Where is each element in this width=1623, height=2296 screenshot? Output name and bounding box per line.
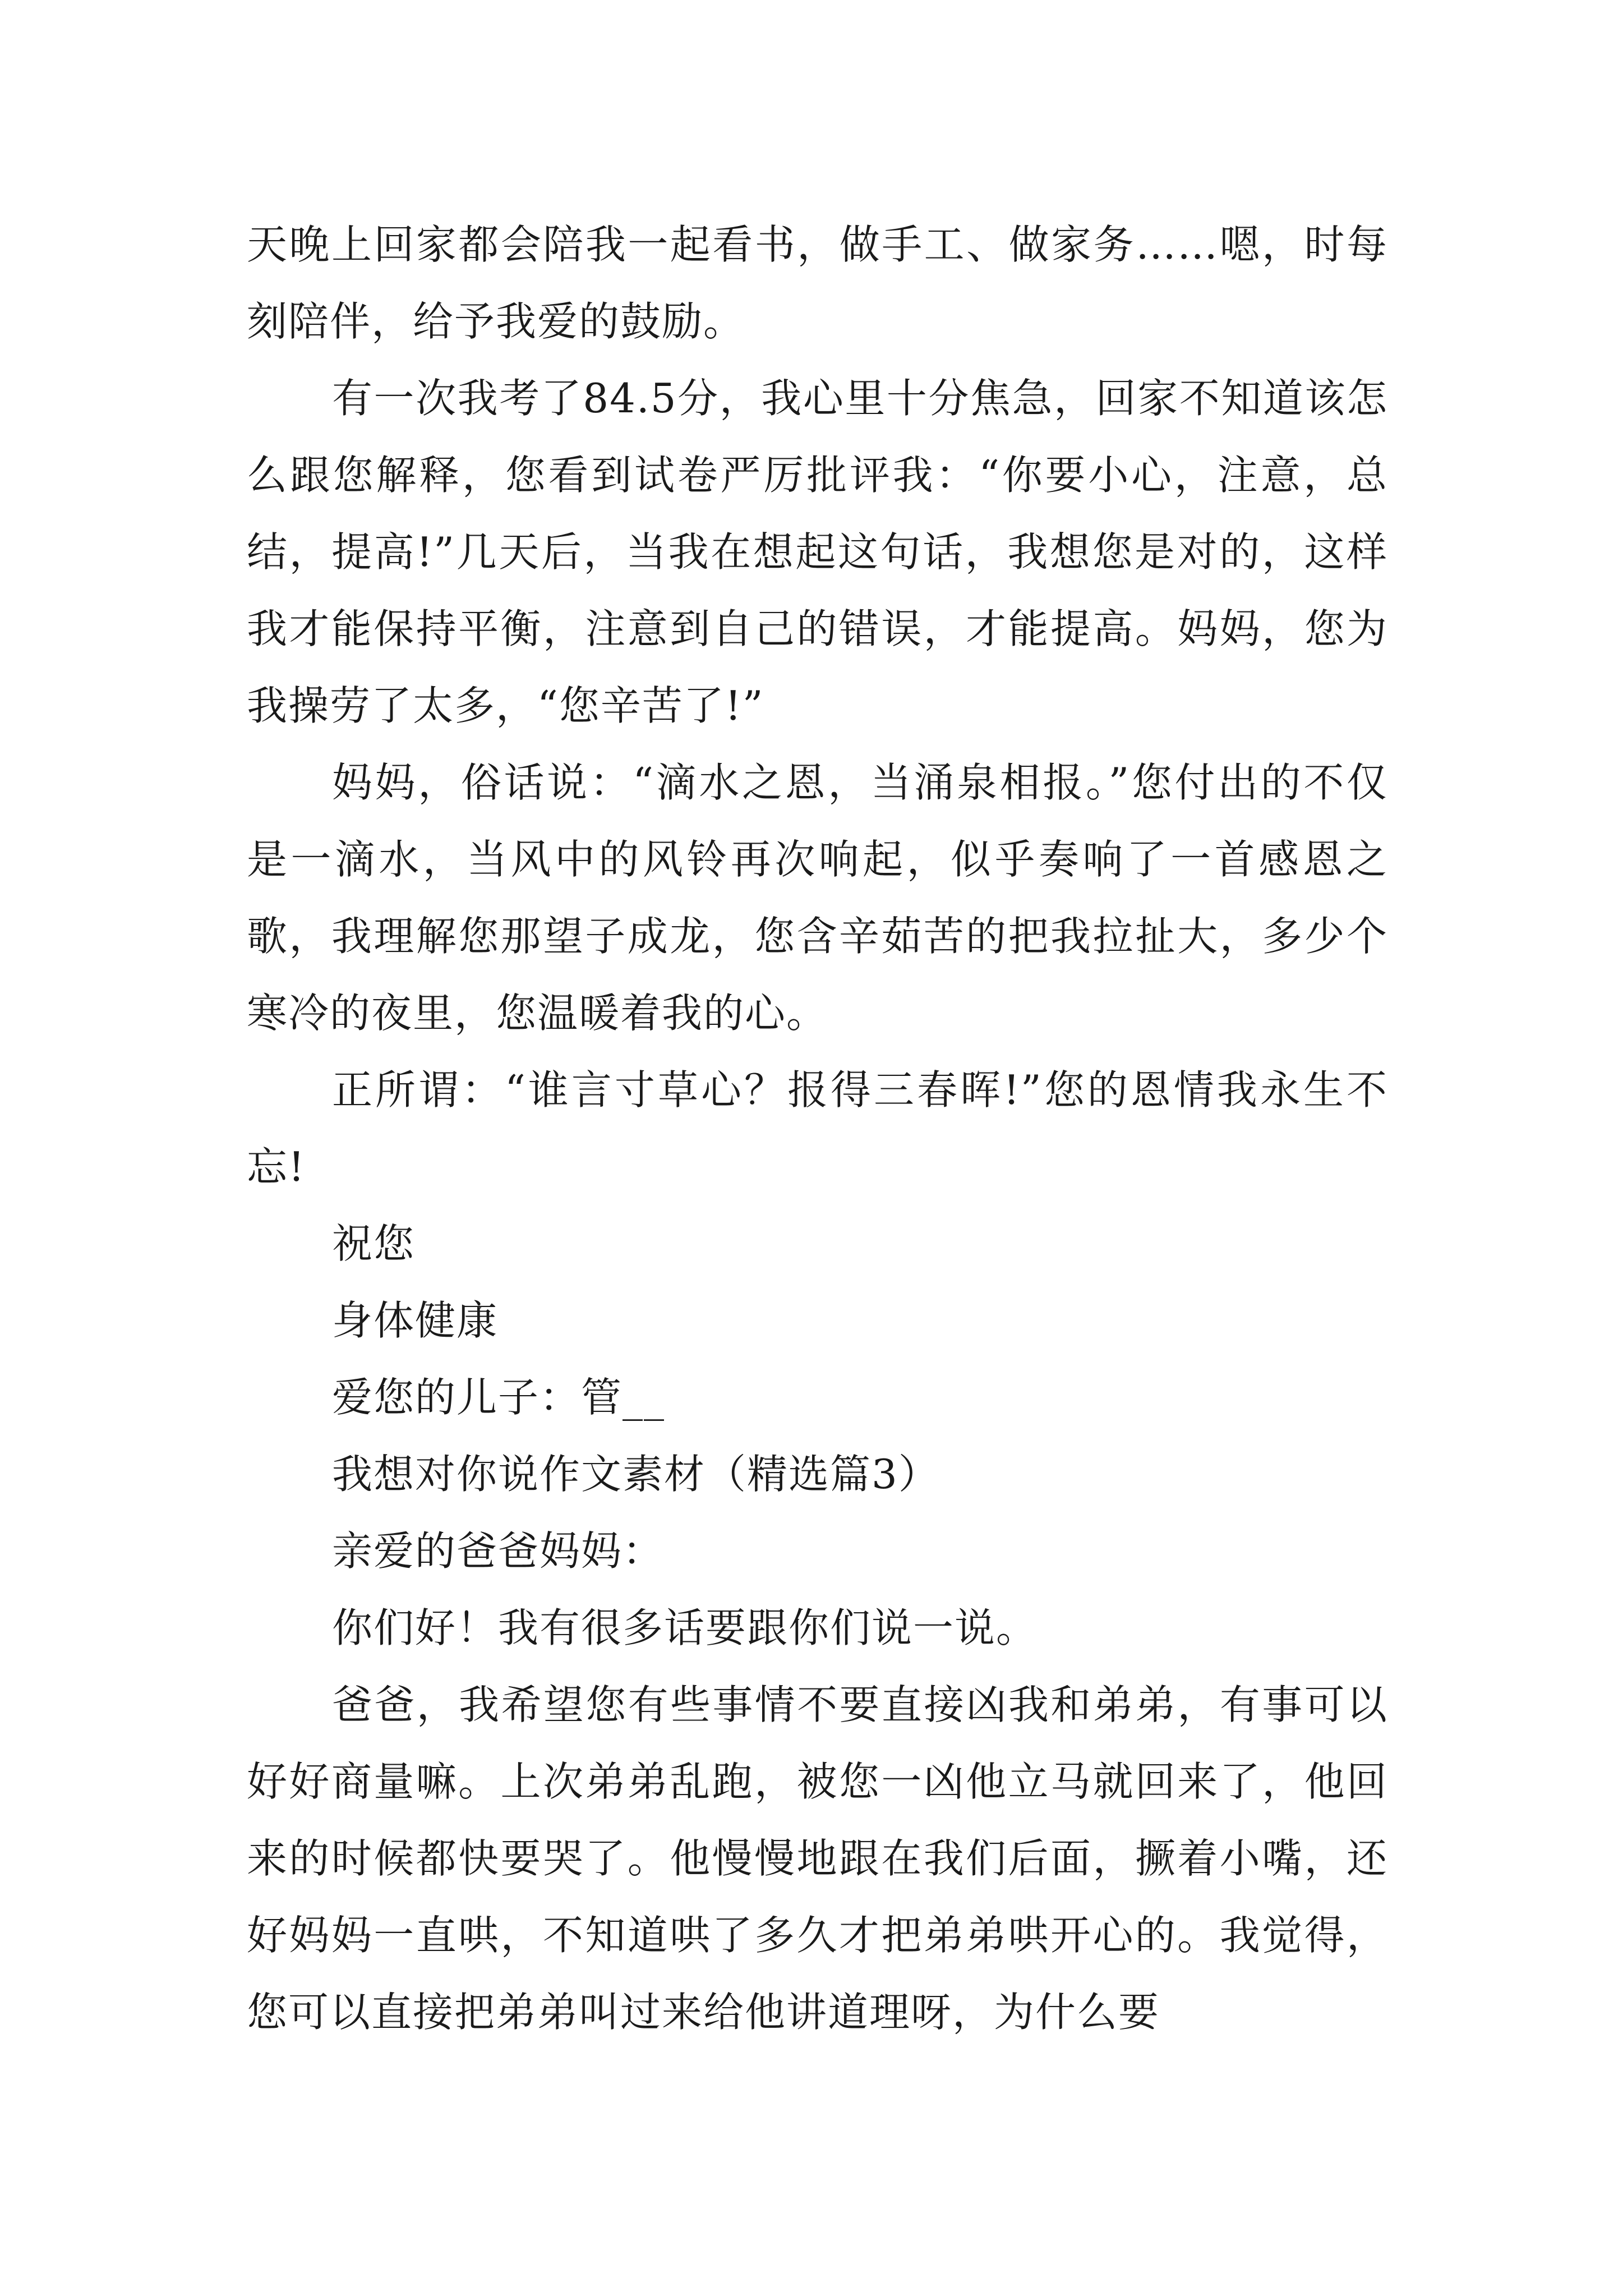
section-title: 我想对你说作文素材（精选篇3） bbox=[332, 1451, 940, 1498]
letter-greeting: 你们好！我有很多话要跟你们说一说。 bbox=[332, 1604, 1038, 1651]
closing-health: 身体健康 bbox=[332, 1297, 499, 1344]
paragraph-3: 妈妈，俗话说：“滴水之恩，当涌泉相报。”您付出的不仅是一滴水，当风中的风铃再次响起，似乎奏响了一首感恩之歌，我理解您那望子成龙，您含辛茹苦的把我拉扯大，多少个寒冷的夜里，您温暖着我的心。 bbox=[247, 759, 1388, 1037]
letter-salutation: 亲爱的爸爸妈妈： bbox=[332, 1527, 665, 1575]
signature: 爱您的儿子：管__ bbox=[332, 1374, 666, 1421]
letter-body: 爸爸，我希望您有些事情不要直接凶我和弟弟，有事可以好好商量嘛。上次弟弟乱跑，被您一凶他立马就回来了，他回来的时候都快要哭了。他慢慢地跟在我们后面，撅着小嘴，还好妈妈一直哄，不知道哄了多久才把弟弟哄开心的。我觉得，您可以直接把弟弟叫过来给他讲道理呀，为什么要 bbox=[247, 1681, 1388, 2036]
document-body bbox=[247, 206, 1388, 2051]
closing-wish: 祝您 bbox=[332, 1220, 416, 1267]
paragraph-1: 天晚上回家都会陪我一起看书，做手工、做家务……嗯，时每刻陪伴，给予我爱的鼓励。 bbox=[247, 221, 1388, 345]
paragraph-2: 有一次我考了84.5分，我心里十分焦急，回家不知道该怎么跟您解释，您看到试卷严厉批评我：“你要小心，注意，总结，提高!”几天后，当我在想起这句话，我想您是对的，这样我才能保持平衡，注意到自己的错误，才能提高。妈妈，您为我操劳了太多，“您辛苦了!” bbox=[247, 375, 1388, 729]
paragraph-4: 正所谓：“谁言寸草心？报得三春晖!”您的恩情我永生不忘! bbox=[247, 1066, 1388, 1190]
